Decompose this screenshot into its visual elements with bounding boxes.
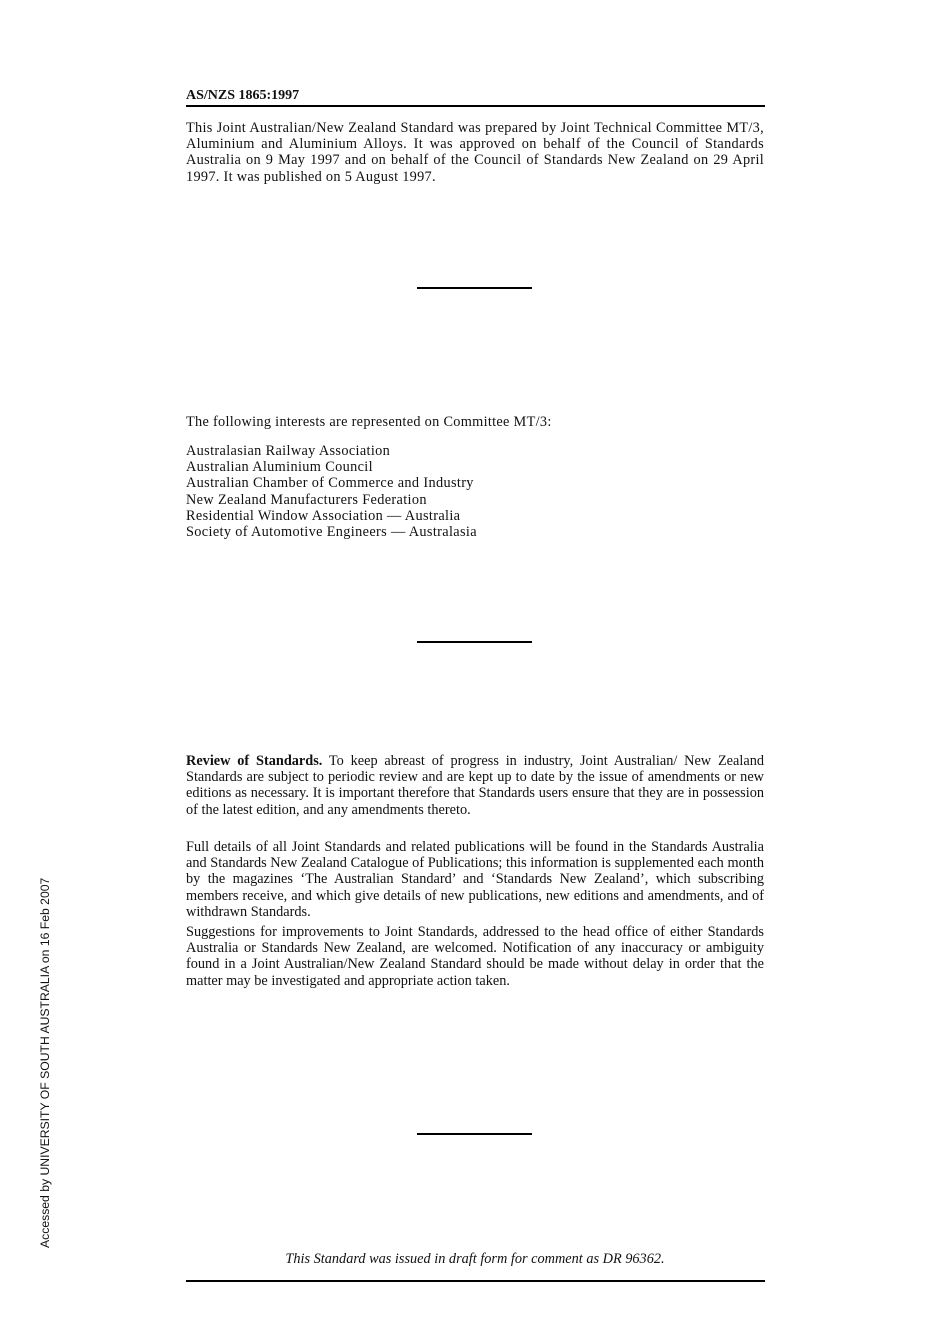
- review-heading: Review of Standards.: [186, 753, 323, 769]
- standard-designation: AS/NZS 1865:1997: [186, 88, 300, 103]
- committee-member-list: [186, 443, 477, 540]
- section-separator: [417, 641, 532, 643]
- list-item: Australasian Railway Association: [186, 443, 391, 459]
- section-separator: [417, 287, 532, 289]
- list-item: New Zealand Manufacturers Federation: [186, 491, 427, 508]
- review-text: To keep abreast of progress in industry, Joint Australian/ New Zealand Standards are subject to periodic review and are kept up to date by the issue of amendments or new editions as necessary. It is important therefore that Standards users ensure that they are in possession of the latest edition, and any amendments thereto.: [186, 753, 764, 818]
- header-rule: [186, 105, 765, 107]
- review-paragraph: [186, 753, 764, 818]
- suggestions-paragraph: Suggestions for improvements to Joint Standards, addressed to the head office of either Standards Australia or Standards New Zealand, are welcomed. Notification of any inaccuracy or ambiguity found in a Joint Australian/New Zealand Standard should be made without delay in order that the matter may be investigated and appropriate action taken.: [186, 924, 764, 989]
- committee-intro: The following interests are represented on Committee MT/3:: [186, 414, 552, 430]
- list-item: Australian Chamber of Commerce and Industry: [186, 475, 474, 492]
- list-item: Society of Automotive Engineers — Australasia: [186, 524, 477, 541]
- list-item: Australian Aluminium Council: [186, 459, 373, 476]
- catalogue-paragraph: Full details of all Joint Standards and related publications will be found in the Standards Australia and Standards New Zealand Catalogue of Publications; this information is supplemented each month by the magazines ‘The Australian Standard’ and ‘Standards New Zealand’, which subscribing members receive, and which give details of new publications, new editions and amendments, and of withdrawn Standards.: [186, 839, 764, 920]
- section-separator: [417, 1133, 532, 1135]
- access-watermark: Accessed by UNIVERSITY OF SOUTH AUSTRALIA on 16 Feb 2007: [38, 877, 52, 1248]
- list-item: Residential Window Association — Australia: [186, 507, 461, 524]
- preparation-paragraph: This Joint Australian/New Zealand Standard was prepared by Joint Technical Committee MT/3, Aluminium and Aluminium Alloys. It was approved on behalf of the Council of Standards Australia on 9 May 1997 and on behalf of the Council of Standards New Zealand on 29 April 1997. It was published on 5 August 1997.: [186, 120, 764, 185]
- footer-rule: [186, 1280, 765, 1282]
- draft-note: This Standard was issued in draft form for comment as DR 96362.: [285, 1251, 665, 1267]
